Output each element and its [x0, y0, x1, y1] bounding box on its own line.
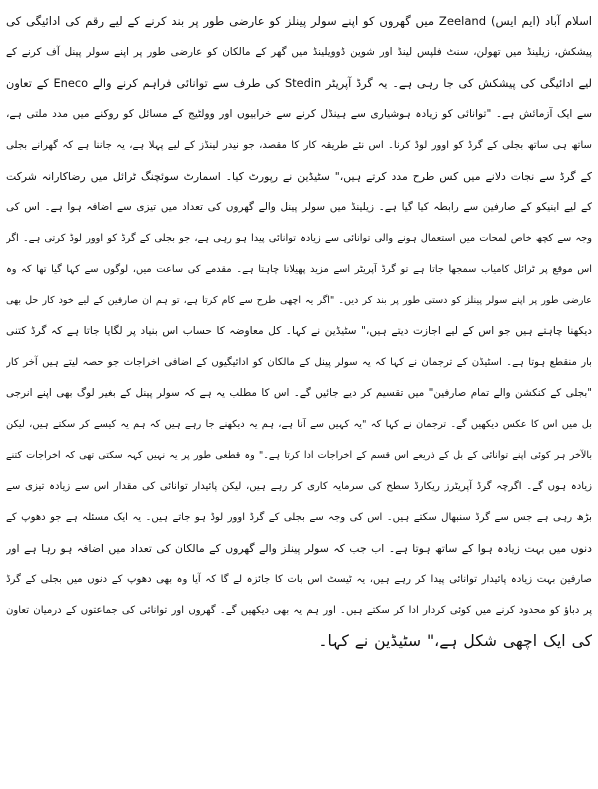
article-line: زیادہ ہوں گے۔ اگرچہ گرڈ آپریٹرز ریکارڈ سطح کی سرمایہ کاری کر رہے ہیں، لیکن پائیدار توانائی کی مقدار اس سے زیادہ تیزی سے: [6, 481, 592, 492]
article-line: اسلام آباد (ایم ایس) Zeeland میں گھروں کو اپنے سولر پینلز کو عارضی طور پر بند کرنے کے لیے رقم کی ادائیگی کی: [6, 14, 592, 28]
article-line: بل میں اس کا عکس دیکھیں گے۔ ترجمان نے کہا کہ "یہ کہیں سے آنا ہے، ہم یہ دیکھنے جا رہے ہیں کہ ہم یہ کیسے کر سکتے ہیں، لیکن: [6, 419, 592, 430]
article-line: صارفین بہت زیادہ پائیدار توانائی پیدا کر رہے ہیں، یہ ٹیسٹ اس بات کا جائزہ لے گا کہ آیا وہ بھی دھوپ کے دنوں میں بجلی کے گرڈ: [6, 574, 592, 585]
article-line: عارضی طور پر اپنے سولر پینلز کو دستی طور پر بند کر دیں۔ "اگر یہ اچھی طرح سے کام کرتا ہے، تو ہم ان صارفین کے لیے خود کار حل بھی: [6, 295, 592, 306]
article-line: اس موقع پر ٹرائل کامیاب سمجھا جاتا ہے تو گرڈ آپریٹر اسے مزید پھیلانا چاہتا ہے۔ مقدمے کی ساعت میں، لوگوں سے کہا گیا تھا کہ وہ: [6, 264, 592, 275]
article-line: "بجلی کے کنکشن والے تمام صارفین" میں تقسیم کر دیے جائیں گے۔ اس کا مطلب یہ ہے کہ سولر پینل کے بغیر لوگ بھی اپنے انرجی: [6, 387, 592, 399]
article-line: ساتھ ہی ساتھ بجلی کے گرڈ کو اوور لوڈ کرنا۔ اس نئے طریقہ کار کا مقصد، جو نیدر لینڈز کے لیے پہلا ہے، یہ جاننا ہے کہ گھرانے بجلی: [6, 140, 592, 151]
article-line: لیے ادائیگی کی پیشکش کی جا رہی ہے۔ یہ گرڈ آپریٹر Stedin کی طرف سے توانائی فراہم کرنے والے Eneco کے تعاون: [6, 76, 592, 90]
article-line: بالآخر ہر کوئی اپنے توانائی کے بل کے ذریعے اس قسم کے اخراجات ادا کرتا ہے۔" وہ قطعی طور پر یہ نہیں کہہ سکتی تھی کہ اخراجات کتنے: [6, 450, 592, 461]
article-line: پر دباؤ کو محدود کرنے میں کوئی کردار ادا کر سکتے ہیں۔ اور ہم یہ بھی دیکھیں گے۔ گھروں اور توانائی کی جماعتوں کے درمیان تعاون: [6, 605, 592, 616]
article-line: پیشکش، زیلینڈ میں تھولن، سنٹ فلپس لینڈ اور شوین ڈوویلینڈ میں گھر کے مالکان کو عارضی طور پر اپنے سولر پینل آف کرنے کے: [6, 46, 592, 58]
article-line: بار منقطع ہوتا ہے۔ اسٹیڈن کے ترجمان نے کہا کہ یہ سولر پینل کے مالکان کو ادائیگیوں کے اضافی اخراجات جو حصہ لیتے ہیں آخر کار: [6, 357, 592, 368]
article-line: کے لیے اینیکو کے صارفین سے رابطہ کیا گیا ہے۔ زیلینڈ میں سولر پینل والے گھروں کی تعداد میں تیزی سے اضافہ ہوا ہے۔ اس کی: [6, 201, 592, 213]
article-line: دنوں میں بہت زیادہ ہوا کے ساتھ ہوتا ہے۔ اب جب کہ سولر پینلز والے گھروں کے مالکان کی تعداد میں اضافہ ہو رہا ہے اور: [6, 542, 592, 555]
article-line: کی ایک اچھی شکل ہے،" سٹیڈین نے کہا۔: [318, 632, 592, 650]
article-line: کے گرڈ سے نجات دلانے میں کس طرح مدد کرتے ہیں،" سٹیڈین نے رپورٹ کیا۔ اسمارٹ سوئچنگ ٹرائل میں رضاکارانہ شرکت: [6, 170, 592, 183]
article-line: بڑھ رہی ہے جس سے گرڈ سنبھال سکتے ہیں۔ اس کی وجہ سے بجلی کے گرڈ اوور لوڈ ہو جاتے ہیں۔ یہ ایک مسئلہ ہے جو دھوپ کے: [6, 512, 592, 523]
article-line: وجہ سے کچھ خاص لمحات میں استعمال ہونے والی توانائی سے زیادہ توانائی پیدا ہو رہی ہے، جو بجلی کے گرڈ کو اوور لوڈ کرتی ہے۔ اگر: [6, 233, 592, 244]
article-line: دیکھنا چاہتے ہیں جو اس کے لیے اجازت دیتے ہیں،" سٹیڈین نے کہا۔ کل معاوضہ کا حساب اس بنیاد پر لگایا جاتا ہے کہ گرڈ کتنی: [6, 325, 592, 337]
article-line: سے ایک آزمائش ہے۔ "توانائی کو زیادہ ہوشیاری سے ہینڈل کرنے سے خرابیوں اور وولٹیج کے مسائل کو روکنے میں مدد ملتی ہے،: [6, 108, 592, 120]
